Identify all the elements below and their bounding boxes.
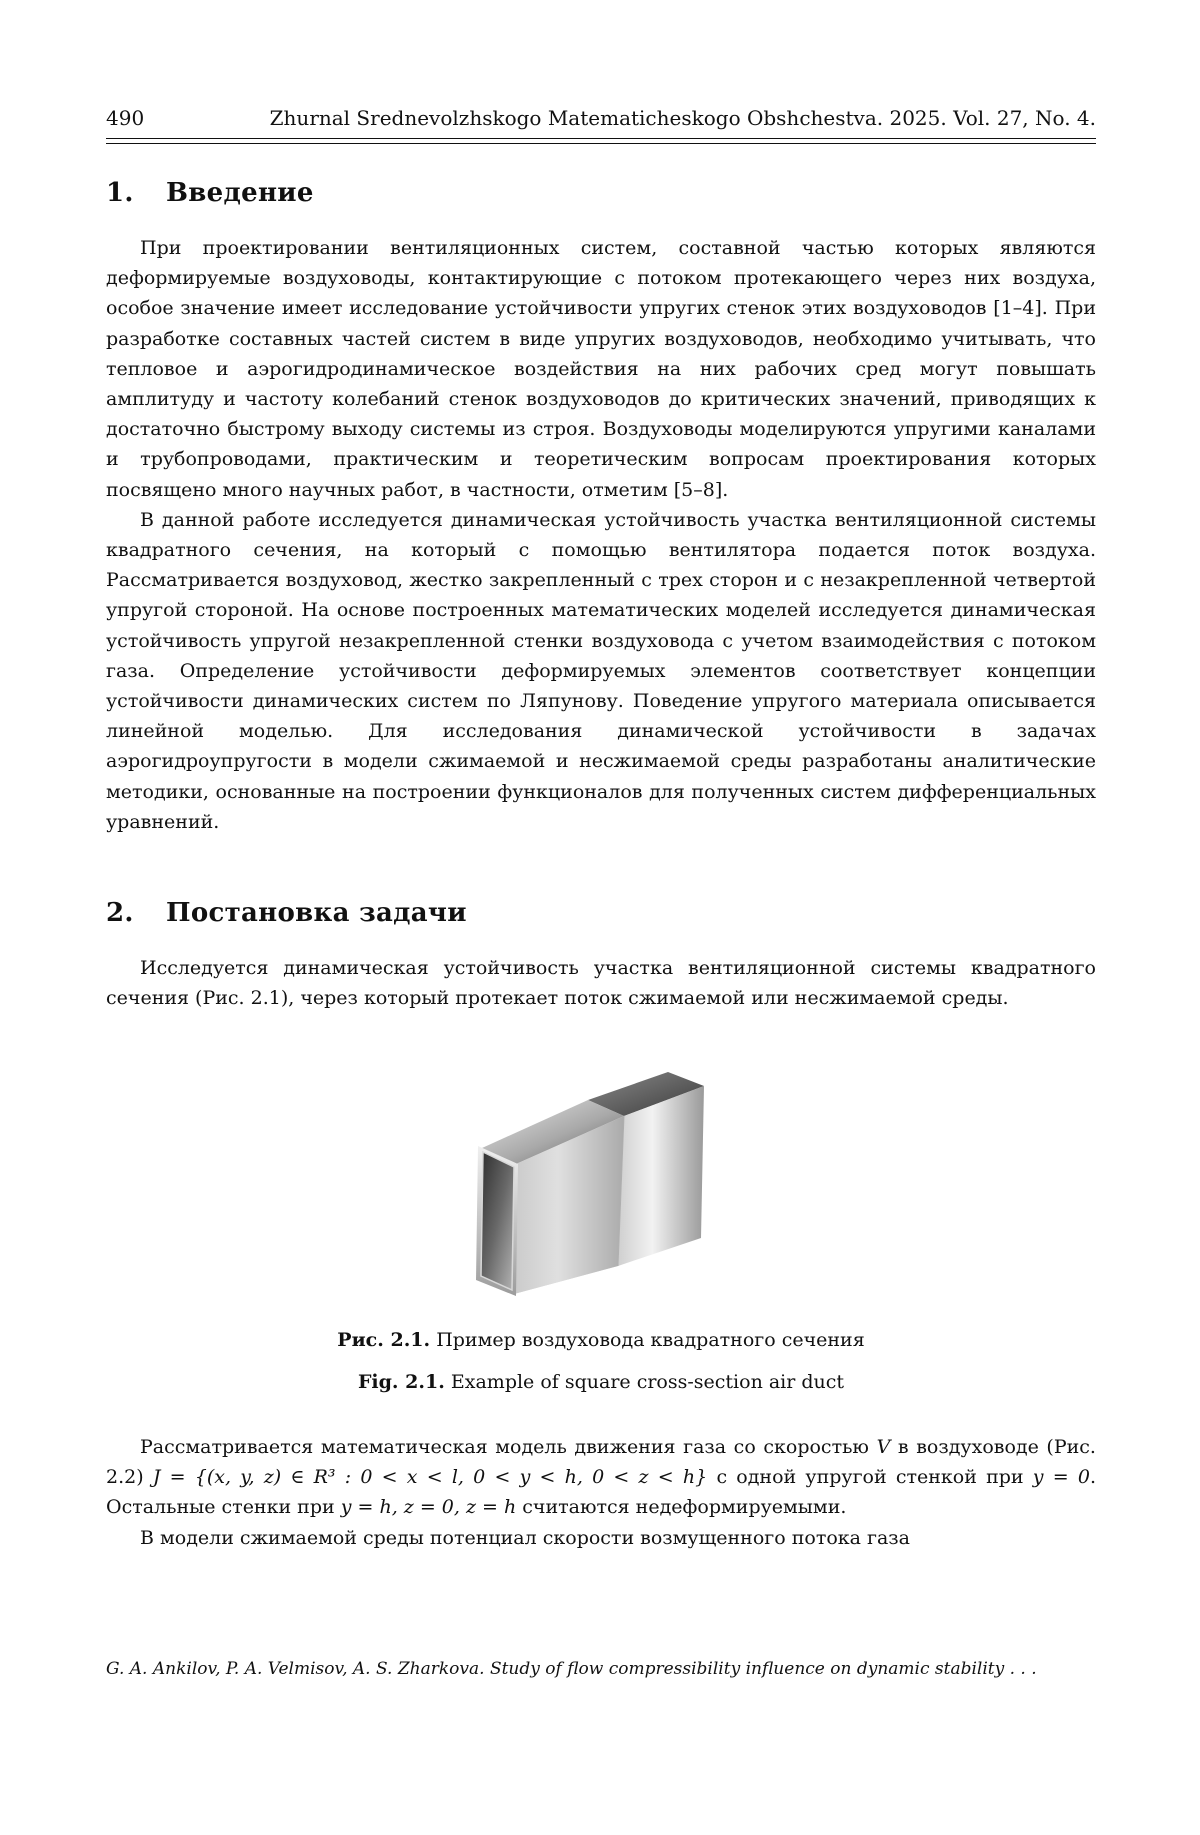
text-run: считаются недеформируемыми. <box>522 1496 847 1519</box>
page-number: 490 <box>106 106 145 130</box>
paragraph: Исследуется динамическая устойчивость участка вентиляционной системы квадратного сечения (Рис. 2.1), через который протекает поток сжимаемой или несжимаемой среды. <box>106 957 1096 1010</box>
text-run: Рассматривается математическая модель движения газа со скоростью <box>140 1436 869 1458</box>
text-run: в воздуховоде (Рис. 2.2) <box>106 1436 1096 1489</box>
math-set-definition: J = {(x, y, z) ∈ R³ : 0 < x < l, 0 < y < h, 0 < z < h} <box>152 1466 708 1489</box>
section-heading-problem-statement <box>106 898 467 928</box>
section2-model-text <box>106 1432 1096 1553</box>
section-title: Введение <box>166 178 314 208</box>
math-expression: y = h, z = 0, z = h <box>340 1496 517 1519</box>
figure-caption-ru <box>106 1329 1096 1351</box>
paragraph: В данной работе исследуется динамическая устойчивость участка вентиляционной системы квадратного сечения, на который с помощью вентилятора подается поток воздуха. Рассматривается воздуховод, жестко закрепленный с трех сторон и с незакрепленной четвертой упругой стороной. На основе построенных математических моделей исследуется динамическая устойчивость упругой незакрепленной стенки воздуховода с учетом взаимодействия с потоком газа. Определение устойчивости деформируемых элементов соответствует концепции устойчивости динамических систем по Ляпунову. Поведение упругого материала описывается линейной моделью. Для исследования динамической устойчивости в задачах аэрогидроупругости в модели сжимаемой и несжимаемой среды разработаны аналитические методики, основанные на построении функционалов для полученных систем дифференциальных уравнений. <box>106 508 1096 833</box>
section-title: Постановка задачи <box>166 898 467 928</box>
header-rule-top <box>106 138 1096 139</box>
section1-body <box>106 233 1096 837</box>
paragraph: В модели сжимаемой среды потенциал скорости возмущенного потока газа <box>140 1526 910 1549</box>
math-var: V <box>876 1436 891 1458</box>
section2-intro <box>106 953 1096 1013</box>
header-rule-bottom <box>106 143 1096 144</box>
text-run: с одной упругой стенкой при <box>716 1466 1024 1489</box>
paragraph <box>106 1432 1096 1523</box>
running-head <box>106 106 1096 130</box>
air-duct-figure <box>476 1068 736 1298</box>
math-expression: y = 0 <box>1032 1466 1090 1489</box>
air-duct-illustration <box>476 1068 736 1298</box>
paper-page <box>106 0 1096 1835</box>
paragraph: При проектировании вентиляционных систем, составной частью которых являются деформируемые воздуховоды, контактирующие с потоком протекающего через них воздуха, особое значение имеет исследование устойчивости упругих стенок этих воздуховодов [1–4]. При разработке составных частей систем в виде упругих воздуховодов, необходимо учитывать, что тепловое и аэрогидродинамическое воздействия на них рабочих сред могут повышать амплитуду и частоту колебаний стенок воздуховодов до критических значений, приводящих к достаточно быстрому выходу системы из строя. Воздуховоды моделируются упругими каналами и трубопроводами, практическим и теоретическим вопросам проектирования которых посвящено много научных работ, в частности, отметим [5–8]. <box>106 237 1096 501</box>
text-run: . Остальные стенки при <box>106 1466 1096 1519</box>
section-number: 2. <box>106 898 134 928</box>
footer-citation: G. A. Ankilov, P. A. Velmisov, A. S. Zharkova. Study of flow compressibility influence on dynamic stability . . . <box>106 1659 1037 1679</box>
journal-title: Zhurnal Srednevolzhskogo Matematicheskogo Obshchestva. 2025. Vol. 27, No. 4. <box>269 106 1096 130</box>
caption-label: Fig. 2.1. <box>357 1371 445 1393</box>
caption-label: Рис. 2.1. <box>337 1329 431 1351</box>
caption-text: Example of square cross-section air duct <box>450 1371 845 1393</box>
section-heading-introduction <box>106 178 314 208</box>
figure-caption-en <box>106 1371 1096 1393</box>
caption-text: Пример воздуховода квадратного сечения <box>436 1329 865 1351</box>
section-number: 1. <box>106 178 134 208</box>
